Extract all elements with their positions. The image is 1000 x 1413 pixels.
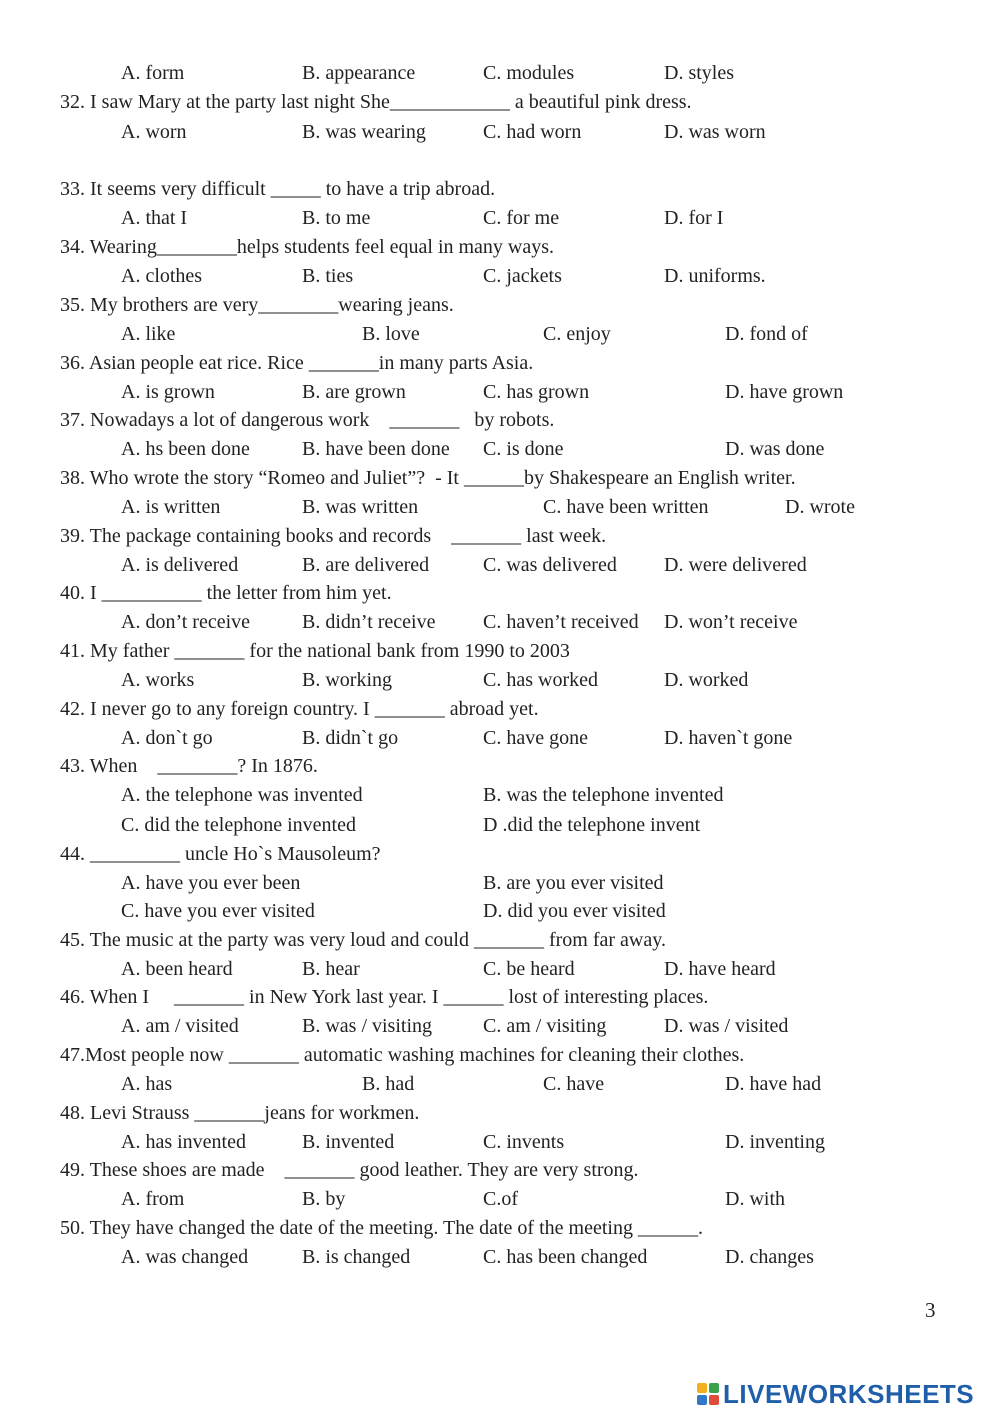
answer-option: B. are you ever visited — [483, 872, 664, 894]
answer-option: D. changes — [725, 1246, 814, 1268]
answer-option: A. the telephone was invented — [121, 784, 363, 806]
answer-option: B. hear — [302, 958, 360, 980]
answer-option: A. was changed — [121, 1246, 249, 1268]
answer-option: D. worked — [664, 669, 749, 691]
answer-option: C. have you ever visited — [121, 900, 315, 922]
answer-option: A. don’t receive — [121, 611, 251, 633]
question-text: 48. Levi Strauss _______jeans for workmen. — [60, 1102, 420, 1124]
answer-option: D. did you ever visited — [483, 900, 666, 922]
answer-option: B. ties — [302, 265, 354, 287]
answer-option: C. was delivered — [483, 554, 617, 576]
answer-option: D. was done — [725, 438, 825, 460]
answer-option: B. is changed — [302, 1246, 411, 1268]
question-text: 50. They have changed the date of the meeting. The date of the meeting ______. — [60, 1217, 703, 1239]
answer-option: C. did the telephone invented — [121, 814, 356, 836]
question-text: 37. Nowadays a lot of dangerous work _______ by robots. — [60, 409, 555, 431]
question-text: 36. Asian people eat rice. Rice _______in many parts Asia. — [60, 352, 534, 374]
answer-option: D. fond of — [725, 323, 808, 345]
question-text: 42. I never go to any foreign country. I _______ abroad yet. — [60, 698, 539, 720]
question-text: 34. Wearing________helps students feel equal in many ways. — [60, 236, 555, 258]
answer-option: C. has been changed — [483, 1246, 648, 1268]
answer-option: D. won’t receive — [664, 611, 798, 633]
answer-option: B. was written — [302, 496, 419, 518]
answer-option: A. from — [121, 1188, 185, 1210]
question-text: 39. The package containing books and records _______ last week. — [60, 525, 607, 547]
answer-option: C. enjoy — [543, 323, 611, 345]
question-text: 49. These shoes are made _______ good leather. They are very strong. — [60, 1159, 639, 1181]
answer-option: B. was wearing — [302, 121, 426, 143]
answer-option: A. is written — [121, 496, 221, 518]
question-text: 35. My brothers are very________wearing jeans. — [60, 294, 454, 316]
answer-option: B. working — [302, 669, 392, 691]
answer-option: C.of — [483, 1188, 518, 1210]
answer-option: D. styles — [664, 62, 734, 84]
answer-option: A. been heard — [121, 958, 233, 980]
question-text: 40. I __________ the letter from him yet. — [60, 582, 392, 604]
answer-option: A. have you ever been — [121, 872, 301, 894]
answer-option: A. worn — [121, 121, 187, 143]
answer-option: D. for I — [664, 207, 724, 229]
answer-option: D. inventing — [725, 1131, 825, 1153]
answer-option: C. invents — [483, 1131, 565, 1153]
answer-option: C. for me — [483, 207, 560, 229]
answer-option: D. with — [725, 1188, 785, 1210]
answer-option: B. was the telephone invented — [483, 784, 724, 806]
question-text: 32. I saw Mary at the party last night She____________ a beautiful pink dress. — [60, 91, 692, 113]
answer-option: C. have been written — [543, 496, 709, 518]
answer-option: B. didn`t go — [302, 727, 399, 749]
question-text: 45. The music at the party was very loud and could _______ from far away. — [60, 929, 666, 951]
answer-option: D. have grown — [725, 381, 844, 403]
answer-option: A. clothes — [121, 265, 203, 287]
answer-option: B. had — [362, 1073, 415, 1095]
page-number: 3 — [925, 1298, 936, 1322]
answer-option: A. works — [121, 669, 195, 691]
answer-option: B. by — [302, 1188, 346, 1210]
answer-option: C. be heard — [483, 958, 575, 980]
question-text: 47.Most people now _______ automatic washing machines for cleaning their clothes. — [60, 1044, 745, 1066]
answer-option: C. have — [543, 1073, 605, 1095]
question-text: 38. Who wrote the story “Romeo and Juliet”? - It ______by Shakespeare an English writer. — [60, 467, 796, 489]
liveworksheets-icon — [697, 1383, 719, 1405]
answer-option: A. am / visited — [121, 1015, 239, 1037]
question-text: 41. My father _______ for the national bank from 1990 to 2003 — [60, 640, 570, 662]
answer-option: C. am / visiting — [483, 1015, 607, 1037]
answer-option: A. form — [121, 62, 185, 84]
answer-option: B. didn’t receive — [302, 611, 436, 633]
answer-option: A. is grown — [121, 381, 215, 403]
answer-option: A. that I — [121, 207, 188, 229]
answer-option: B. appearance — [302, 62, 416, 84]
answer-option: D. were delivered — [664, 554, 807, 576]
question-text: 33. It seems very difficult _____ to have a trip abroad. — [60, 178, 496, 200]
answer-option: B. to me — [302, 207, 371, 229]
answer-option: B. have been done — [302, 438, 450, 460]
question-text: 46. When I _______ in New York last year. I ______ lost of interesting places. — [60, 986, 709, 1008]
answer-option: D. wrote — [785, 496, 855, 518]
answer-option: A. like — [121, 323, 176, 345]
answer-option: C. had worn — [483, 121, 582, 143]
answer-option: C. has worked — [483, 669, 598, 691]
brand-name: LIVEWORKSHEETS — [723, 1378, 975, 1409]
answer-option: D. was worn — [664, 121, 766, 143]
liveworksheets-logo — [697, 1380, 974, 1408]
answer-option: C. have gone — [483, 727, 588, 749]
answer-option: A. hs been done — [121, 438, 250, 460]
answer-option: A. has — [121, 1073, 173, 1095]
answer-option: D. have heard — [664, 958, 776, 980]
answer-option: A. don`t go — [121, 727, 213, 749]
answer-option: D. have had — [725, 1073, 822, 1095]
answer-option: B. are delivered — [302, 554, 430, 576]
answer-option: D. uniforms. — [664, 265, 766, 287]
answer-option: D. was / visited — [664, 1015, 789, 1037]
answer-option: A. is delivered — [121, 554, 239, 576]
answer-option: A. has invented — [121, 1131, 246, 1153]
answer-option: B. love — [362, 323, 420, 345]
answer-option: B. invented — [302, 1131, 395, 1153]
answer-option: D. haven`t gone — [664, 727, 793, 749]
answer-option: C. haven’t received — [483, 611, 639, 633]
answer-option: C. jackets — [483, 265, 562, 287]
answer-option: B. are grown — [302, 381, 406, 403]
answer-option: C. has grown — [483, 381, 590, 403]
answer-option: B. was / visiting — [302, 1015, 433, 1037]
question-text: 43. When ________? In 1876. — [60, 755, 318, 777]
answer-option: D .did the telephone invent — [483, 814, 701, 836]
question-text: 44. _________ uncle Ho`s Mausoleum? — [60, 843, 381, 865]
answer-option: C. modules — [483, 62, 575, 84]
answer-option: C. is done — [483, 438, 564, 460]
